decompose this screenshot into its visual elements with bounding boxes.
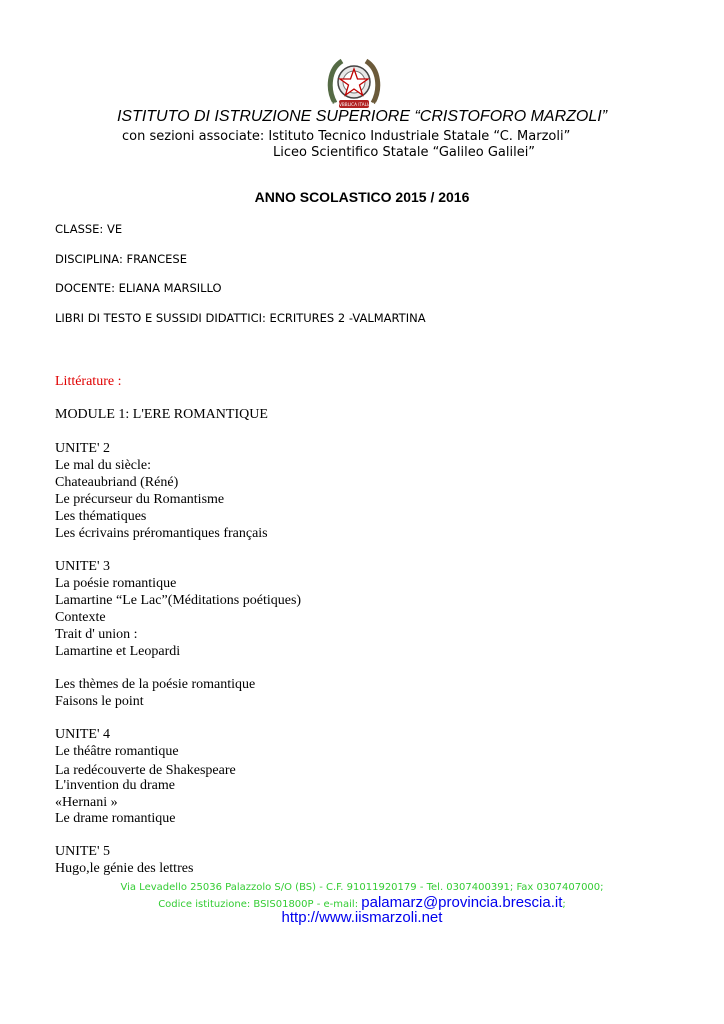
unit-item: Faisons le point <box>55 694 144 709</box>
footer-semicolon: ; <box>562 899 566 910</box>
unit-item: Le précurseur du Romantisme <box>55 492 225 507</box>
unit-item: Les thèmes de la poésie romantique <box>55 677 256 692</box>
institute-title: ISTITUTO DI ISTRUZIONE SUPERIORE “CRISTOFORO MARZOLI” <box>116 108 608 125</box>
unit-title: UNITE' 3 <box>55 559 111 574</box>
email-link[interactable]: palamarz@provincia.brescia.it <box>361 894 563 911</box>
unit-item: La redécouverte de Shakespeare <box>55 763 236 778</box>
unit-item: Chateaubriand (Réné) <box>55 475 179 490</box>
footer-code: Codice istituzione: BSIS01800P - e-mail: <box>158 899 362 910</box>
discipline-field: DISCIPLINA: FRANCESE <box>55 252 187 266</box>
associated-sections-line-2: Liceo Scientifico Statale “Galileo Galilei” <box>273 145 536 160</box>
footer-address: Via Levadello 25036 Palazzolo S/O (BS) - C.F. 91011920179 - Tel. 0307400391; Fax 0307407000; <box>120 882 604 893</box>
unit-item: L'invention du drame <box>55 778 175 793</box>
unit-item: Le drame romantique <box>55 811 176 826</box>
textbooks-field: LIBRI DI TESTO E SUSSIDI DIDATTICI: ECRITURES 2 -VALMARTINA <box>55 311 426 325</box>
unit-item: Contexte <box>55 610 106 625</box>
italian-republic-emblem-icon <box>327 55 381 113</box>
unit-title: UNITE' 4 <box>55 727 111 742</box>
unit-item: Le théâtre romantique <box>55 744 179 759</box>
unit-item: Le mal du siècle: <box>55 458 152 473</box>
class-field: CLASSE: VE <box>55 222 123 236</box>
module-title: MODULE 1: L'ERE ROMANTIQUE <box>55 407 268 422</box>
unit-item: Les écrivains préromantiques français <box>55 526 268 541</box>
associated-sections-line-1: con sezioni associate: Istituto Tecnico Industriale Statale “C. Marzoli” <box>122 129 571 144</box>
unit-item: Les thématiques <box>55 509 147 524</box>
teacher-field: DOCENTE: ELIANA MARSILLO <box>55 281 222 295</box>
website-link[interactable]: http://www.iismarzoli.net <box>281 909 443 926</box>
unit-title: UNITE' 2 <box>55 441 111 456</box>
unit-item: La poésie romantique <box>55 576 177 591</box>
unit-title: UNITE' 5 <box>55 844 111 859</box>
school-year: ANNO SCOLASTICO 2015 / 2016 <box>254 189 470 205</box>
unit-item: Hugo,le génie des lettres <box>55 861 194 876</box>
unit-item: «Hernani » <box>55 795 118 810</box>
unit-item: Lamartine “Le Lac”(Méditations poétiques) <box>55 593 302 608</box>
svg-text:REPVBBLICA ITALIANA: REPVBBLICA ITALIANA <box>330 102 378 107</box>
unit-item: Lamartine et Leopardi <box>55 644 181 659</box>
literature-heading: Littérature : <box>55 374 122 389</box>
unit-item: Trait d' union : <box>55 627 138 642</box>
